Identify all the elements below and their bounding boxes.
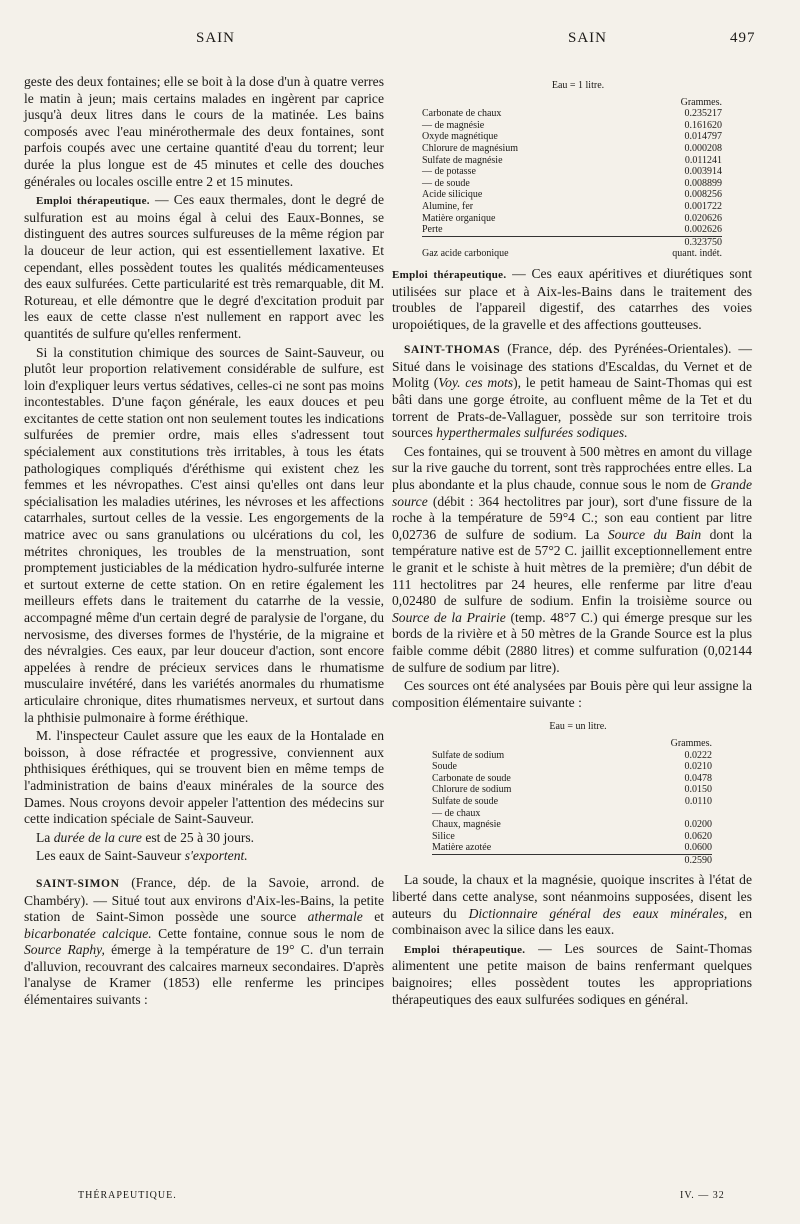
paragraph: [24, 848, 384, 865]
table-row-name: Oxyde magnétique: [422, 131, 498, 143]
text: Ces fontaines, qui se trouvent à 500 mètres en amont du village sur la rive gauche du torrent, sont très rapprochées entre elles. La plus abondante et la plus chaude, connue sous le nom de: [392, 443, 752, 493]
table-row-name: Matière organique: [422, 212, 496, 224]
paragraph: [392, 872, 752, 938]
table-row: [422, 143, 722, 155]
table-row-name: Chlorure de magnésium: [422, 142, 519, 154]
table-row: [422, 120, 722, 132]
running-head-right: SAIN: [568, 30, 608, 46]
text: — Les sources de Saint-Thomas alimentent une petite maison de bains renfermant quelques baignoires; elles possèdent toutes les appropriations thérapeutiques des eaux sulfurées sodiques en général.: [392, 940, 753, 1007]
table-row-name: Chaux, magnésie: [432, 819, 501, 831]
table-row: [422, 224, 722, 236]
table-row-name: Sulfate de magnésie: [422, 154, 503, 166]
entry-heading: SAINT-THOMAS: [404, 344, 501, 357]
table-row-name: — de soude: [422, 177, 470, 189]
table-row-name: — de chaux: [432, 807, 481, 819]
table-caption: Eau = un litre.: [549, 721, 607, 733]
table-row: [422, 201, 722, 213]
table-row-name: Alumine, fer: [422, 200, 474, 212]
rubric: Emploi thérapeutique.: [404, 943, 526, 956]
table-row: [422, 166, 722, 178]
paragraph: M. l'inspecteur Caulet assure que les eaux de la Hontalade en boisson, à dose réfractée et progressive, conviennent aux phthisiques éréthiques, qui se trouvent bien en même temps de l'administration de bains d'eaux minérales de la source des Dames. Nous croyons devoir appeler l'attention des médecins sur cette indication spéciale de Saint-Sauveur.: [24, 728, 384, 827]
paragraph: Ces sources ont été analysées par Bouis père qui leur assigne la composition élémentaire suivante :: [392, 678, 752, 710]
table-row-value: 0.008256: [684, 189, 722, 201]
italic-text: s'exportent.: [184, 848, 248, 864]
table-row: [432, 750, 712, 762]
table-row-value: 0.008899: [684, 177, 722, 189]
table-total: 0.323750: [660, 236, 722, 248]
table-row-value: 0.011241: [684, 154, 722, 166]
table-row-value: 0.020626: [684, 212, 722, 224]
table-row-name: Sulfate de soude: [432, 795, 499, 807]
italic-text: athermale: [307, 909, 363, 925]
rubric: Emploi thérapeutique.: [36, 195, 150, 208]
table-row-value: 0.000208: [684, 142, 722, 154]
paragraph: [392, 266, 752, 333]
paragraph: geste des deux fontaines; elle se boit à la dose d'un à quatre verres le matin à jeun; mais certains malades en ingèrent par caprice jusqu'à deux litres dans le cours de la matinée. Les bains composés avec l'eau minérothermale des deux fontaines, sont parfois coupés avec une certaine quantité d'eau du torrent; leur durée la plus longue est de 45 minutes et celle des douches générales ou locales oscille entre 2 et 15 minutes.: [24, 74, 384, 189]
table-total: 0.2590: [650, 854, 712, 866]
text: (débit : 364 hectolitres par jour), sort d'une fissure de la roche à la température de 59°4 C.; son eau contient par litre 0,02736 de sulfure de sodium. La: [392, 493, 752, 542]
table-row-value: 0.001722: [684, 200, 722, 212]
table-row: [432, 831, 712, 843]
text: (temp. 48°7 C.) qui émerge presque sur les bords de la rivière et à 50 mètres de la Grande Source est la plus faible comme débit (2880 litres) et comme sulfuration (0,02144 de sulfure de sodium par litre).: [392, 609, 752, 675]
unit-label: Grammes.: [680, 96, 722, 108]
paragraph: [24, 875, 384, 1009]
table-row: [422, 189, 722, 201]
table-row-value: 0.0600: [684, 842, 712, 854]
table-row: [422, 108, 722, 120]
table-row-value: 0.0150: [684, 784, 712, 796]
text: émerge à la température de 19° C. d'un terrain d'alluvion, recouvrant des calcaires marneux secondaires. D'après l'analyse de Kramer (1853) elle renferme les principes élémentaires suivants :: [24, 942, 384, 1008]
table-row-value: 0.161620: [684, 119, 722, 131]
italic-text: Source du Bain: [607, 526, 702, 542]
table-row: [422, 131, 722, 143]
table-row-value: 0.002626: [684, 224, 722, 236]
table-row-value: 0.0200: [684, 819, 712, 831]
italic-text: hyperthermales sulfurées sodiques.: [436, 425, 628, 441]
running-head-left: SAIN: [196, 30, 236, 46]
table-row-value: 0.0222: [684, 749, 712, 761]
text: La soude, la chaux et la magnésie, quoique inscrites à l'état de liberté dans cette analyse, sont néanmoins supposées, disent les auteurs du: [392, 872, 752, 921]
rubric: Emploi thérapeutique.: [392, 268, 507, 281]
table-row: [432, 784, 712, 796]
text: en combinaison avec la silice dans les eaux.: [392, 905, 753, 938]
table-row: [432, 808, 712, 820]
italic-text: Voy. ces mots: [438, 375, 514, 391]
text: La: [36, 829, 54, 845]
italic-text: Source Raphy,: [24, 942, 105, 958]
table-row-name: Chlorure de sodium: [432, 784, 512, 796]
table-row-name: Soude: [432, 761, 457, 773]
table-row-value: 0.0210: [684, 761, 712, 773]
unit-label: Grammes.: [670, 737, 712, 749]
text: ), le petit hameau de Saint-Thomas qui est bâti dans une gorge étroite, au confluent même de la Tet et du torrent de Prats-de-Vallaguer, possède sur son territoire trois sources: [392, 375, 752, 441]
italic-text: Grande source: [392, 477, 752, 509]
text: — Ces eaux apéritives et diurétiques sont utilisées sur place et à Aix-les-Bains dans le traitement des troubles de l'appareil digestif, des catarrhes des voies uropoiétiques, de la gravelle et des affections goutteuses.: [392, 265, 753, 332]
table-row: [432, 819, 712, 831]
table-row-name: — de potasse: [422, 166, 476, 178]
table-row: [422, 155, 722, 167]
table-row-value: 0.235217: [684, 108, 722, 120]
text: (France, dép. de la Savoie, arrond. de Chambéry). — Situé tout aux environs d'Aix-les-Bains, la petite station de Saint-Simon possède une source: [24, 874, 384, 925]
footer-signature-right: IV. — 32: [680, 1190, 725, 1201]
paragraph: [392, 941, 752, 1008]
table-row: [432, 796, 712, 808]
italic-text: Dictionnaire général des eaux minérales,: [468, 905, 728, 921]
table-row-value: 0.0478: [684, 772, 712, 784]
footer-signature-left: THÉRAPEUTIQUE.: [78, 1190, 177, 1201]
table-row-name: — de magnésie: [422, 119, 485, 131]
left-column: [24, 74, 384, 1011]
table-row-value: 0.003914: [684, 166, 722, 178]
table-row-name: Gaz acide carbonique: [422, 248, 509, 260]
italic-text: Source de la Prairie: [392, 609, 506, 625]
text: et: [362, 909, 384, 925]
paragraph: Si la constitution chimique des sources de Saint-Sauveur, ou plutôt leur proportion relativement considérable de sulfure, est loin d'expliquer leurs vertus sédatives, celles-ci ne sont pas moins incontestables. D'une façon générale, les eaux douces et peu excitantes de cette station ont non seulement toutes les indications sulfurées de premier ordre, mais elles s'adressent tout spécialement aux constitutions très irritables, à tous les états pathologiques compliqués d'éréthisme qui existent chez les femmes et les névropathes. C'est ainsi qu'elles ont dans leur spécialisation les maladies utérines, les névroses et les affections catarrhales, surtout celles de la vessie. Les engorgements de la matrice avec ou sans granulations ou ulcérations du col, les métrites chroniques, les troubles de la menstruation, sont promptement justiciables de la médication hydro-sulfurée interne et surtout externe de cette station. On en retire également les meilleurs effets dans le traitement du catarrhe de la vessie, accompagné même d'un certain degré de paralysie de l'organe, du nervosisme, des diverses formes de l'hystérie, de la migraine et des névralgies. Ces eaux, par leur douceur d'action, sont encore appelées à rendre de précieux services dans le rhumatisme musculaire invétéré, dans les variétés anormales du rhumatisme articulaire chronique, dites rhumatismes nerveux, et surtout dans la phthisie pulmonaire à forme éréthique.: [24, 344, 384, 725]
table-row-value: 0.0110: [684, 795, 712, 807]
table-row: [422, 213, 722, 225]
page-number: 497: [730, 30, 756, 46]
table-row: [432, 773, 712, 785]
table-row-name: Perte: [422, 224, 443, 236]
table-caption: Eau = 1 litre.: [551, 80, 605, 91]
paragraph: [24, 192, 384, 342]
paragraph: [392, 341, 752, 442]
paragraph: [24, 830, 384, 847]
italic-text: durée de la cure: [53, 829, 142, 845]
entry-heading: SAINT-SIMON: [36, 877, 120, 890]
text: est de 25 à 30 jours.: [141, 829, 255, 845]
table-row-value: 0.014797: [684, 131, 722, 143]
text: (France, dép. des Pyrénées-Orientales). — Situé dans le voisinage des stations d'Escaldas, du Vernet et de Molitg (: [392, 341, 752, 391]
table-row-value: 0.0620: [684, 830, 712, 842]
text: Cette fontaine, connue sous le nom de: [151, 925, 384, 941]
table-row-name: Carbonate de soude: [432, 772, 511, 784]
table-row-name: Matière azotée: [432, 842, 492, 854]
text: dont la température native est de 57°2 C. jaillit exceptionnellement entre le granit et le schiste à huit mètres de la première; d'un débit de 111 hectolitres par 24 heures, elle renferme par litre d'eau 0,02480 de sulfure de sodium. Enfin la troisième source ou: [392, 526, 752, 609]
composition-table-saint-thomas: [432, 738, 712, 867]
table-row-name: Sulfate de sodium: [432, 749, 505, 761]
text: Les eaux de Saint-Sauveur: [36, 848, 185, 864]
paragraph-text: — Ces eaux thermales, dont le degré de sulfuration est au moins égal à celui des Eaux-Bonnes, se distinguent des autres sources sulfureuses de la même région par la douceur de leur action, qui est essentiellement laxative. Et cependant, elles possèdent toutes les qualités médicamenteuses des eaux sulfurées. Cette particularité est très remarquable, dit M. Rotureau, et elle démontre que le degré d'excitation produit par les eaux de cette classe n'est nullement en rapport avec les quantités de sulfure qu'elles renferment.: [24, 192, 384, 341]
right-column: [392, 78, 752, 1010]
table-row-name: Silice: [432, 830, 455, 842]
table-row-value: [650, 808, 712, 820]
table-row-value: quant. indét.: [672, 248, 722, 260]
paragraph: [392, 444, 752, 676]
italic-text: bicarbonatée calcique.: [24, 925, 152, 941]
table-row: [422, 178, 722, 190]
composition-table-saint-simon: [422, 97, 722, 260]
table-row: [432, 761, 712, 773]
table-row-name: Acide silicique: [422, 189, 483, 201]
table-row: [432, 842, 712, 854]
table-row-name: Carbonate de chaux: [422, 108, 502, 120]
